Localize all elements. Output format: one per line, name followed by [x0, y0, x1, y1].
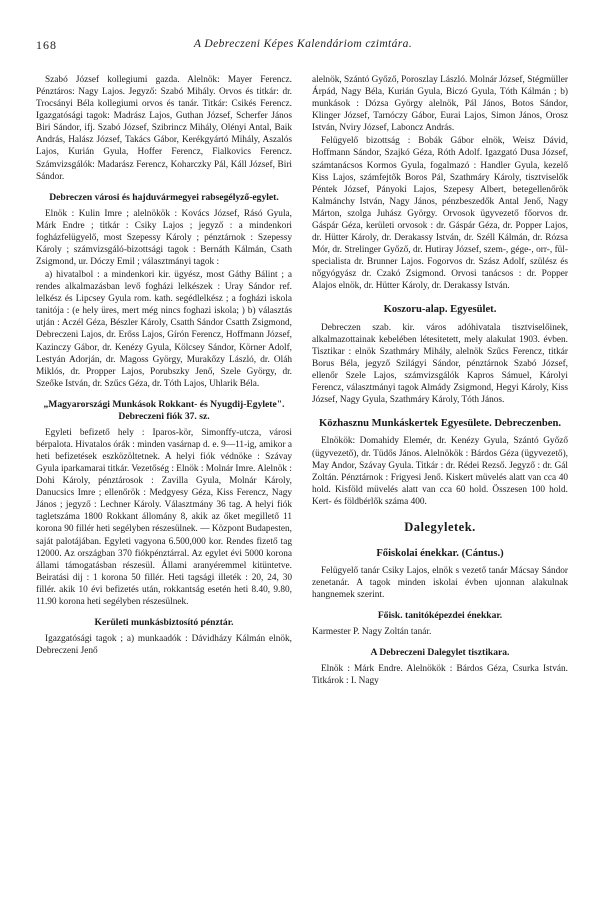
paragraph: Elnök : Márk Endre. Alelnökök : Bárdos Géza, Csurka István. Titkárok : I. Nagy: [312, 664, 568, 687]
section: [312, 547, 568, 601]
paragraph: Igazgatósági tagok ; a) munkaadók : Dávidházy Kálmán elnök, Debreczeni Jenő: [36, 633, 292, 657]
column-right: [312, 74, 568, 689]
section-heading: Főisk. tanitóképezdei énekkar.: [377, 609, 503, 621]
paragraph: Elnök : Kulin Imre ; alelnökök : Kovács József, Rásó Gyula, Márk Endre ; titkár : Csiky Lajos ; jegyző : a mindenkori fogházfelügyelő, most Szepessy Károly ; pénztárnok : Szepessy Károly ; számvizsgáló-bizottsági tagok : Bernáth Kálmán, Csath Zsigmond, ur. Dóczy Emil ; választmányi tagok :: [36, 208, 292, 267]
section: [312, 610, 568, 638]
section-heading: Közhasznu Munkáskertek Egyesülete. Debreczenben.: [319, 418, 561, 430]
page-header: [36, 38, 570, 52]
paragraph: a) hivatalbol : a mindenkori kir. ügyész, most Gáthy Bálint ; a rendes alkalmazásban levő fogházi lelkészek : Uray Sándor ref. lelkész és Lipcsey Gyula rom. kath. segédlelkész ; a fogházi iskola tanitója : (e hely üres, mert még nincs foghazi iskola; ) b) választás utján : Aczél Géza, Bészler Károly, Csatth Sándor Csatth Zsigmond, Debreczeni Lajos, dr. Erőss Lajos, Gírón Ferencz, Hoffmann József, Kazinczy Gábor, dr. Kenézy Gyula, Kölcsey Sándor, Körner Adolf, Lestyán Adorján, dr. Magoss György, Murakőzy László, dr. Oláh Miklós, dr. Propper Lajos, Porubszky Jenő, Szele György, dr. Szeőke István, dr. Szűcs Géza, dr. Tóth Lajos, Uhlarik Béla.: [36, 270, 292, 389]
section-heading: Debreczen városi és hajduvármegyei rabsegélyző-egylet.: [49, 191, 279, 203]
section: [312, 303, 568, 406]
text-columns: [36, 74, 570, 689]
paragraph: Egyleti befizető hely : Iparos-kör, Simonffy-utcza, városi bérpalota. Hivatalos órák : minden vasárnap d. e. 9—11-ig, amikor a heti befizetések eszközöltetnek. A helyi fiók védnöke : Szávay Gyula iparkamarai titkár. Vezetőség : Elnök : Molnár Imre. Alelnök : Dohi Károly, pénztárosok : Zavilla Gyula, Molnár Károly, Danucsics Imre ; ellenőrök : Medgyesy Géza, Kiss Ferencz, Nagy János ; jegyző : Lechner Károly. Választmány 36 tag. A helyi fiók tagletszáma 1800 Rokkant állomány 8, akik az őket megillető 11 korona 90 fillér heti segélyben részesülnek. — Központ Budapesten, saját palotájában. Egyleti vagyona 6.500,000 kor. Rendes fizető tag 12000. Az országban 370 fiókpénztárral. Az egylet évi 5000 korona állami támogatásban részesül. Állami aranyéremmel kitüntetve. Beiratási dij : 1 korona 50 fillér. Heti tagsági illeték : 20, 24, 30 fillér. akik 10 évi befizetés után, rokkantság esetén heti 8.40, 9.80, 11.90 korona heti segélyben részesülnek.: [36, 427, 292, 607]
paragraph: Felügyelő tanár Csiky Lajos, elnök s vezető tanár Mácsay Sándor zenetanár. A tagok minden iskolai évben ujonnan alakulnak hangnemek szerint.: [312, 565, 568, 600]
section: [36, 399, 292, 608]
section-heading: Koszoru-alap. Egyesület.: [383, 304, 497, 316]
section: [36, 192, 292, 390]
section-heading: Dalegyletek.: [404, 519, 476, 534]
paragraph: Debreczen szab. kir. város adóhivatala tisztviselőinek, alkalmazottainak kebelében létesitetett, mely alakulat 1903. évben. Tisztikar : elnök Szathmáry Mihály, alelnök Szűcs Ferencz, titkár Borus Béla, jegyző Szilágyi Sándor, pénztárnok Szabó József, ellenőr Szele Lajos, számvizsgálók Kapros Sámuel, Károlyi Ferencz, választmányi tagok Almády Zsigmond, Hegyi Károly, Kiss József, Nagy Gyula, Szathmáry Károly, Tóth János.: [312, 322, 568, 406]
paragraph: Karmester P. Nagy Zoltán tanár.: [312, 626, 432, 637]
paragraph: Felügyelő bizottság : Bobák Gábor elnök, Weisz Dávid, Hoffmann Sándor, Szajkó Géza, Róth Adolf. Igazgató Dusa József, számtanácsos Kormos Gyula, fogalmazó : Handler Gyula, kezelő Kiss Lajos, számfejtők Boros Pál, Szathmáry Károly, tisztviselők Péntek József, Pányoki Lajos, Szepesy Albert, betegellenőrök Kalmánchy István, Nagy János, pénzbeszedők Antal Jenő, Nagy Márton, szolga Juhász György. Orvosok ügyvezető főorvos dr. Gáspár Géza, kerületi orvosok : dr. Gáspár Géza, dr. Popper Lajos, dr. Hütter Károly, dr. Derakassy István, dr. Széll Kálmán, dr. Rózsa Mór, dr. Strelinger Győző, dr. Hutiray József, szem-, gége-, orr-, fül-specialista dr. Brunner Lajos. Fogorvos dr. Szász Adolf, szülész és nőgyógyász dr. Czakó Zsigmond. Orvosi tanácsos : dr. Popper Alajos elnök, dr. Hütter Károly, dr. Derakassy István.: [312, 136, 568, 292]
section: [36, 617, 292, 657]
section-heading: Főiskolai énekkar. (Cántus.): [376, 547, 504, 559]
paragraph: Szabó József kollegiumi gazda. Alelnök: Mayer Ferencz. Pénztáros: Nagy Lajos. Jegyző: Szabó Mihály. Orvos és titkár: dr. Trocsányi Béla kollegiumi orvos és tanár. Titkár: Csikés Ferencz. Igazgatósági tagok: Madrász Lajos, Guthan József, Scherfer János Biri Sándor, ifj. Szabó József, Szibrincz Mihály, Olényi Antal, Baik András, Halász József, Takács Gábor, Kerékgyártó Mihály, Aszalós Lajos, Kurián Gyula, Hoffer Ferencz, Fialkovics Ferencz. Számvizsgálók: Madarász Ferencz, Koharczky Pál, Káll József, Biri Sándor.: [36, 75, 292, 182]
section-heading: Kerületi munkásbiztosító pénztár.: [94, 617, 234, 628]
running-title: A Debreczeni Képes Kalendáriom czimtára.: [193, 38, 413, 50]
column-left: [36, 74, 292, 659]
section: [312, 417, 568, 508]
paragraph: Elnökök: Domahidy Elemér, dr. Kenézy Gyula, Szántó Győző (ügyvezető), dr. Tüdős János. Alelnökök : Bárdos Géza (ügyvezető), May Andor, Szávay Gyula. Titkár : dr. Rédei Rezső. Jegyző : dr. Gál Zoltán. Pénztárnok : Frigyesi Jenő. Kiskert müvelés alatt van cca 40 hold. Kisföld müvelés alatt van cca 60 hold. Összesen 100 hold. Kert- és földbérlők száma 400.: [312, 436, 568, 507]
folio-number: 168: [36, 38, 57, 52]
section: [312, 520, 568, 536]
section: [312, 647, 568, 687]
section-heading: A Debreczeni Dalegylet tisztikara.: [370, 647, 510, 659]
paragraph: alelnök, Szántó Győző, Poroszlay László. Molnár József, Stégmüller Árpád, Nagy Béla, Kurián Gyula, Biczó Gyula, Tóth Kálmán ; b) munkások : Dózsa György alelnök, Pál János, Botos Sándor, Klinger József, Tarnóczy Gábor, Eurai Lajos, Simon János, Orosz István, Nviry József, Laboncz András.: [312, 75, 568, 134]
section-heading: „Magyarországi Munkások Rokkant- és Nyugdij-Egylete". Debreczeni fiók 37. sz.: [43, 398, 285, 422]
